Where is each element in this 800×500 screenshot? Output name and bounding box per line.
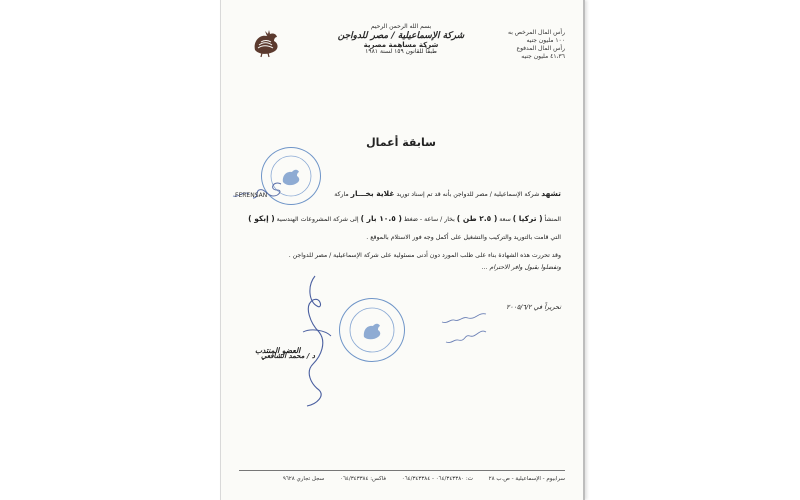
line1-lead: تشهد bbox=[541, 189, 561, 198]
line2-p4: إلى شركة المشروعات الهندسية bbox=[276, 216, 359, 223]
company-name: شركة الإسماعيلية / مصر للدواجن bbox=[337, 30, 465, 41]
company-law: طبقاً للقانون ١٥٩ لسنة ١٩٨١ bbox=[365, 48, 437, 56]
certificate-page bbox=[220, 0, 585, 500]
footer-fax: فاكس: ٠٦٤/٣٤٣٣٨٤ bbox=[340, 476, 386, 482]
handwritten-brand-note bbox=[229, 176, 289, 206]
line2-p3: بخار / ساعة - ضغط bbox=[403, 216, 455, 223]
body-line-4: وقد تحررت هذه الشهادة بناء على طلب المورد دون أدنى مسئولية على شركة الإسماعيلية / مصر للدواجن . bbox=[288, 252, 561, 259]
company-header bbox=[326, 24, 476, 56]
rooster-logo-icon bbox=[249, 28, 283, 58]
line2-b3: ( ١٠.٥ بار ) bbox=[360, 214, 402, 223]
signatory-title: العضو المنتدب bbox=[255, 346, 301, 355]
footer-phone: ت: ٠٦٤/٣٤٣٣٨٠ - ٠٦٤/٣٤٣٣٨٤ bbox=[401, 476, 473, 482]
line2-b4: ( إبكو ) bbox=[248, 214, 275, 223]
capital-info bbox=[508, 30, 565, 62]
issue-date: تحريراً في ٢٠٠٥/٦/٢ bbox=[506, 303, 561, 311]
line2-p1: المنشأ bbox=[544, 216, 561, 223]
basmala: بسم الله الرحمن الرحيم bbox=[370, 23, 432, 30]
body-line-3: التي قامت بالتوريد والتركيب والتشغيل على أكمل وجه فور الاستلام بالموقع . bbox=[366, 234, 561, 241]
capital-authorized-value: ١٠٠ مليون جنيه bbox=[526, 36, 565, 44]
handwritten-signature bbox=[281, 272, 351, 412]
capital-paid-label: رأس المال المدفوع bbox=[516, 44, 565, 52]
brand-name: FERENSAN bbox=[235, 192, 268, 199]
body-line-2 bbox=[248, 215, 561, 224]
capital-authorized-label: رأس المال المرخص به bbox=[508, 29, 565, 36]
handwritten-annotation bbox=[406, 308, 496, 348]
footer-divider bbox=[239, 470, 565, 471]
line2-b1: ( تركيا ) bbox=[512, 214, 543, 223]
body-line-5: وتفضلوا بقبول وافر الاحترام ... bbox=[481, 264, 561, 271]
line1-bold: غلاية بخـــار bbox=[350, 189, 395, 198]
signatory-name: د / محمد الشافعي bbox=[261, 352, 315, 360]
line2-p2: سعة bbox=[499, 216, 511, 223]
capital-paid-value: ٤١،٣٦ مليون جنيه bbox=[521, 52, 565, 60]
company-type: شركة مساهمة مصرية bbox=[363, 41, 439, 50]
line2-b2: ( ٢.٥ طن ) bbox=[456, 214, 498, 223]
footer-address: سرابيوم - الإسماعيلية - ص.ب ٢٨ bbox=[488, 476, 565, 482]
body-line-1 bbox=[334, 190, 561, 199]
footer-register: سجل تجاري ٩٦٢٨ bbox=[282, 476, 325, 482]
footer-info bbox=[239, 476, 565, 482]
line1-tail: ماركة bbox=[334, 191, 349, 198]
document-title: سابقة أعمال bbox=[366, 136, 436, 149]
line1-text: شركة الإسماعيلية / مصر للدواجن بأنه قد تم إسناد توريد bbox=[396, 191, 540, 198]
